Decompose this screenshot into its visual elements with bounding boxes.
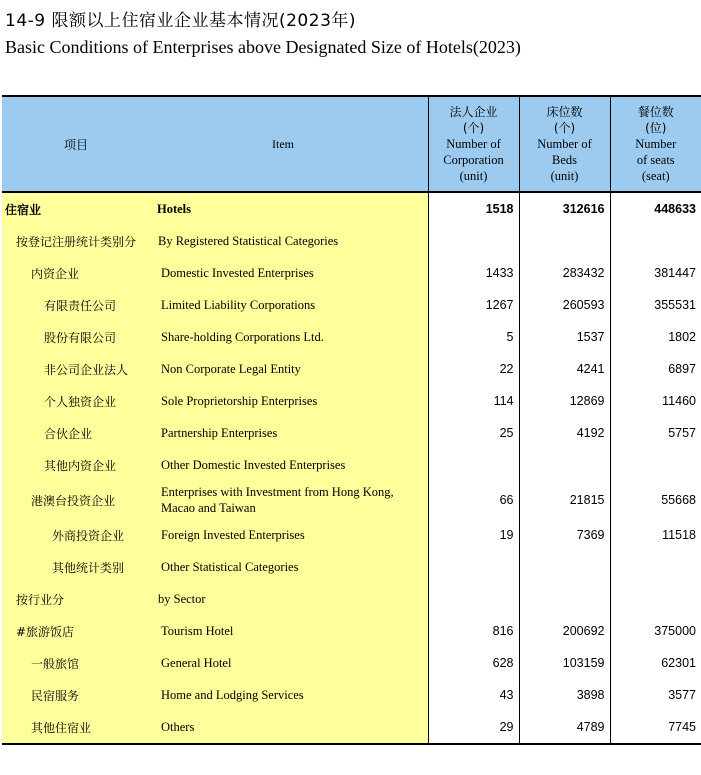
cell-seats: 11518 <box>610 519 701 551</box>
cell-seats: 448633 <box>610 192 701 225</box>
cell-beds: 260593 <box>519 289 610 321</box>
cell-corporations: 114 <box>428 385 519 417</box>
header-seats <box>610 96 701 192</box>
row-label-cn: 民宿服务 <box>2 679 152 711</box>
table-row <box>2 225 701 257</box>
cell-beds <box>519 225 610 257</box>
row-label-cn: 一般旅馆 <box>2 647 152 679</box>
table-row <box>2 583 701 615</box>
cell-beds <box>519 449 610 481</box>
table-row <box>2 417 701 449</box>
cell-corporations <box>428 225 519 257</box>
row-label-cn: 股份有限公司 <box>2 321 152 353</box>
header-beds-en2: Beds <box>552 153 577 167</box>
row-label-en: Other Domestic Invested Enterprises <box>152 449 428 481</box>
table-row <box>2 551 701 583</box>
cell-beds: 7369 <box>519 519 610 551</box>
row-label-en: Partnership Enterprises <box>152 417 428 449</box>
cell-beds: 3898 <box>519 679 610 711</box>
cell-corporations <box>428 449 519 481</box>
header-corporations-en3: (unit) <box>459 169 488 183</box>
cell-beds: 1537 <box>519 321 610 353</box>
header-corporations <box>428 96 519 192</box>
row-label-cn: 按行业分 <box>2 583 152 615</box>
header-seats-en2: of seats <box>636 153 675 167</box>
cell-corporations: 5 <box>428 321 519 353</box>
row-label-cn: 合伙企业 <box>2 417 152 449</box>
cell-beds <box>519 551 610 583</box>
row-label-en: By Registered Statistical Categories <box>152 225 428 257</box>
cell-corporations: 19 <box>428 519 519 551</box>
cell-seats <box>610 225 701 257</box>
row-label-en: Share-holding Corporations Ltd. <box>152 321 428 353</box>
table-row <box>2 385 701 417</box>
cell-seats <box>610 583 701 615</box>
header-seats-en3: (seat) <box>641 169 670 183</box>
hotel-statistics-table <box>2 95 701 745</box>
cell-seats: 6897 <box>610 353 701 385</box>
cell-beds: 103159 <box>519 647 610 679</box>
table-row <box>2 289 701 321</box>
header-corporations-en2: Corporation <box>443 153 504 167</box>
header-seats-cn: 餐位数 <box>637 105 674 119</box>
row-label-en: Enterprises with Investment from Hong Kong, Macao and Taiwan <box>152 481 428 519</box>
row-label-en: Hotels <box>152 192 428 225</box>
cell-corporations: 29 <box>428 711 519 744</box>
cell-beds: 312616 <box>519 192 610 225</box>
row-label-cn: 外商投资企业 <box>2 519 152 551</box>
cell-seats <box>610 551 701 583</box>
cell-seats: 3577 <box>610 679 701 711</box>
row-label-cn: 其他统计类别 <box>2 551 152 583</box>
cell-seats: 62301 <box>610 647 701 679</box>
table-row <box>2 257 701 289</box>
header-item-en: Item <box>152 96 428 192</box>
header-seats-unit-cn: (位) <box>645 121 667 135</box>
cell-beds: 200692 <box>519 615 610 647</box>
cell-corporations: 66 <box>428 481 519 519</box>
row-label-en: Limited Liability Corporations <box>152 289 428 321</box>
cell-corporations: 1433 <box>428 257 519 289</box>
cell-corporations: 22 <box>428 353 519 385</box>
cell-corporations: 1518 <box>428 192 519 225</box>
header-item-cn: 项目 <box>2 96 152 192</box>
row-label-cn: 个人独资企业 <box>2 385 152 417</box>
row-label-en: Non Corporate Legal Entity <box>152 353 428 385</box>
table-row <box>2 519 701 551</box>
row-label-en: Other Statistical Categories <box>152 551 428 583</box>
cell-corporations: 628 <box>428 647 519 679</box>
cell-seats: 381447 <box>610 257 701 289</box>
table-row <box>2 353 701 385</box>
row-label-en: Others <box>152 711 428 744</box>
table-row <box>2 679 701 711</box>
cell-corporations: 816 <box>428 615 519 647</box>
row-label-en: Tourism Hotel <box>152 615 428 647</box>
cell-seats: 55668 <box>610 481 701 519</box>
table-title-en: Basic Conditions of Enterprises above Designated Size of Hotels(2023) <box>5 37 521 57</box>
row-label-en: Foreign Invested Enterprises <box>152 519 428 551</box>
row-label-cn: 其他内资企业 <box>2 449 152 481</box>
cell-seats: 1802 <box>610 321 701 353</box>
header-beds-unit-cn: (个) <box>553 121 576 135</box>
cell-beds: 12869 <box>519 385 610 417</box>
header-corporations-cn: 法人企业 <box>449 105 498 119</box>
header-beds-cn: 床位数 <box>546 105 583 119</box>
cell-corporations <box>428 551 519 583</box>
cell-seats <box>610 449 701 481</box>
table-row <box>2 321 701 353</box>
cell-seats: 11460 <box>610 385 701 417</box>
row-label-cn: 住宿业 <box>2 192 152 225</box>
cell-beds: 4241 <box>519 353 610 385</box>
table-row <box>2 647 701 679</box>
cell-seats: 375000 <box>610 615 701 647</box>
row-label-cn: 非公司企业法人 <box>2 353 152 385</box>
row-label-cn: 有限责任公司 <box>2 289 152 321</box>
header-beds-en3: (unit) <box>550 169 579 183</box>
row-label-cn: 按登记注册统计类别分 <box>2 225 152 257</box>
cell-beds <box>519 583 610 615</box>
table-row <box>2 481 701 519</box>
cell-corporations: 25 <box>428 417 519 449</box>
table-row <box>2 615 701 647</box>
table-row <box>2 711 701 744</box>
cell-beds: 4789 <box>519 711 610 744</box>
header-beds-en1: Number of <box>537 137 592 151</box>
header-corporations-en1: Number of <box>446 137 501 151</box>
cell-beds: 21815 <box>519 481 610 519</box>
row-label-en: General Hotel <box>152 647 428 679</box>
cell-corporations: 1267 <box>428 289 519 321</box>
cell-beds: 4192 <box>519 417 610 449</box>
header-seats-en1: Number <box>635 137 677 151</box>
row-label-en: Home and Lodging Services <box>152 679 428 711</box>
cell-seats: 7745 <box>610 711 701 744</box>
row-label-cn: 内资企业 <box>2 257 152 289</box>
cell-seats: 5757 <box>610 417 701 449</box>
header-corporations-unit-cn: (个) <box>462 121 485 135</box>
header-beds <box>519 96 610 192</box>
row-label-en: Sole Proprietorship Enterprises <box>152 385 428 417</box>
table-title-cn: 14-9 限额以上住宿业企业基本情况(2023年) <box>5 11 357 31</box>
cell-beds: 283432 <box>519 257 610 289</box>
cell-corporations: 43 <box>428 679 519 711</box>
row-label-en: Domestic Invested Enterprises <box>152 257 428 289</box>
table-header-row <box>2 96 701 192</box>
cell-corporations <box>428 583 519 615</box>
table-row-total <box>2 192 701 225</box>
row-label-cn: #旅游饭店 <box>2 615 152 647</box>
cell-seats: 355531 <box>610 289 701 321</box>
row-label-cn: 其他住宿业 <box>2 711 152 744</box>
row-label-cn: 港澳台投资企业 <box>2 481 152 519</box>
row-label-en: by Sector <box>152 583 428 615</box>
table-row <box>2 449 701 481</box>
